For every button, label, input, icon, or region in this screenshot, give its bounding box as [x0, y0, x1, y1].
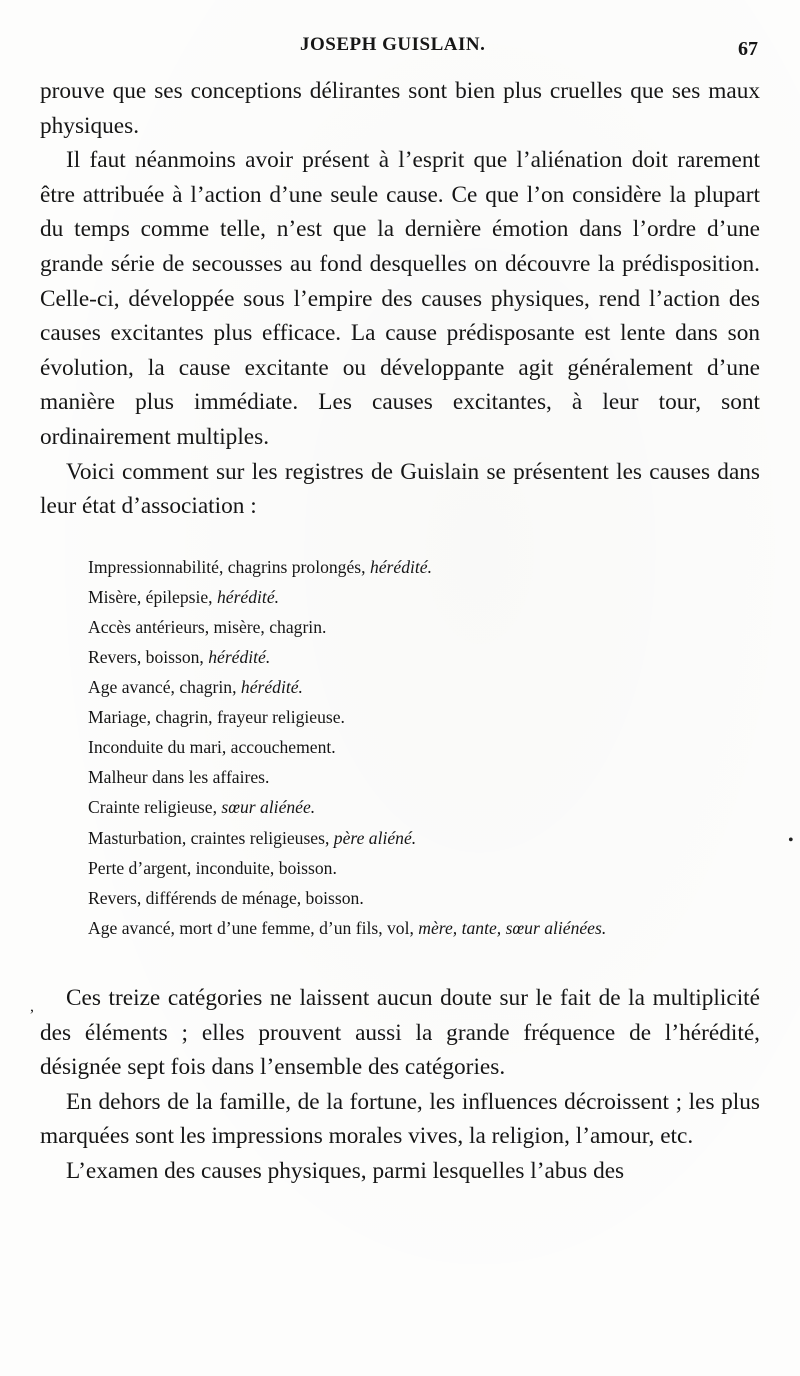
page-number: 67: [738, 38, 758, 60]
list-item: Impressionnabilité, chagrins prolongés, hérédité.: [88, 556, 432, 577]
list-item: Mariage, chagrin, frayeur religieuse.: [88, 707, 345, 728]
list-item: Age avancé, chagrin, hérédité.: [88, 677, 303, 698]
list-item: Perte d’argent, inconduite, boisson.: [88, 857, 337, 878]
paragraph: Ces treize catégories ne laissent aucun doute sur le fait de la multiplicité des éléments ; elles prouvent aussi la grande fréquence de l’hérédité, désignée sept fois dans l’ensemble des catégories.: [40, 984, 760, 1081]
running-head: JOSEPH GUISLAIN.: [300, 34, 486, 55]
list-item: Accès antérieurs, misère, chagrin.: [88, 616, 327, 637]
paragraph: prouve que ses conceptions délirantes sont bien plus cruelles que ses maux physiques.: [40, 78, 760, 139]
paragraph: En dehors de la famille, de la fortune, les influences décroissent ; les plus marquées sont les impressions morales vives, la religion, l’amour, etc.: [40, 1088, 760, 1150]
list-item: Masturbation, craintes religieuses, père aliéné.: [88, 827, 417, 848]
list-item: Misère, épilepsie, hérédité.: [88, 586, 280, 607]
paragraph: Voici comment sur les registres de Guislain se présentent les causes dans leur état d’association :: [40, 458, 760, 520]
list-item: Inconduite du mari, accouchement.: [88, 737, 336, 758]
margin-ink-mark: ,: [30, 998, 34, 1015]
body-text: [40, 74, 760, 1189]
margin-ink-mark: •: [788, 832, 794, 849]
list-item: Revers, boisson, hérédité.: [88, 647, 271, 667]
paragraph: Il faut néanmoins avoir présent à l’esprit que l’aliénation doit rarement être attribuée à l’action d’une seule cause. Ce que l’on considère la plupart du temps comme telle, n’est que la dernière émotion dans l’ordre d’une grande série de secousses au fond desquelles on découvre la prédisposition. Celle-ci, développée sous l’empire des causes physiques, rend l’action des causes excitantes plus efficace. La cause prédisposante est lente dans son évolution, la cause excitante ou développante agit généralement d’une manière plus immédiate. Les causes excitantes, à leur tour, sont ordinairement multiples.: [40, 147, 760, 450]
page-header: [0, 34, 800, 64]
list-item: Age avancé, mort d’une femme, d’un fils, vol, mère, tante, sœur aliénées.: [88, 917, 607, 938]
list-item: Malheur dans les affaires.: [88, 767, 270, 788]
paragraph: L’examen des causes physiques, parmi lesquelles l’abus des: [66, 1157, 625, 1184]
causes-list: [88, 552, 760, 943]
list-item: Revers, différends de ménage, boisson.: [88, 887, 364, 908]
list-item: Crainte religieuse, sœur aliénée.: [88, 797, 316, 818]
